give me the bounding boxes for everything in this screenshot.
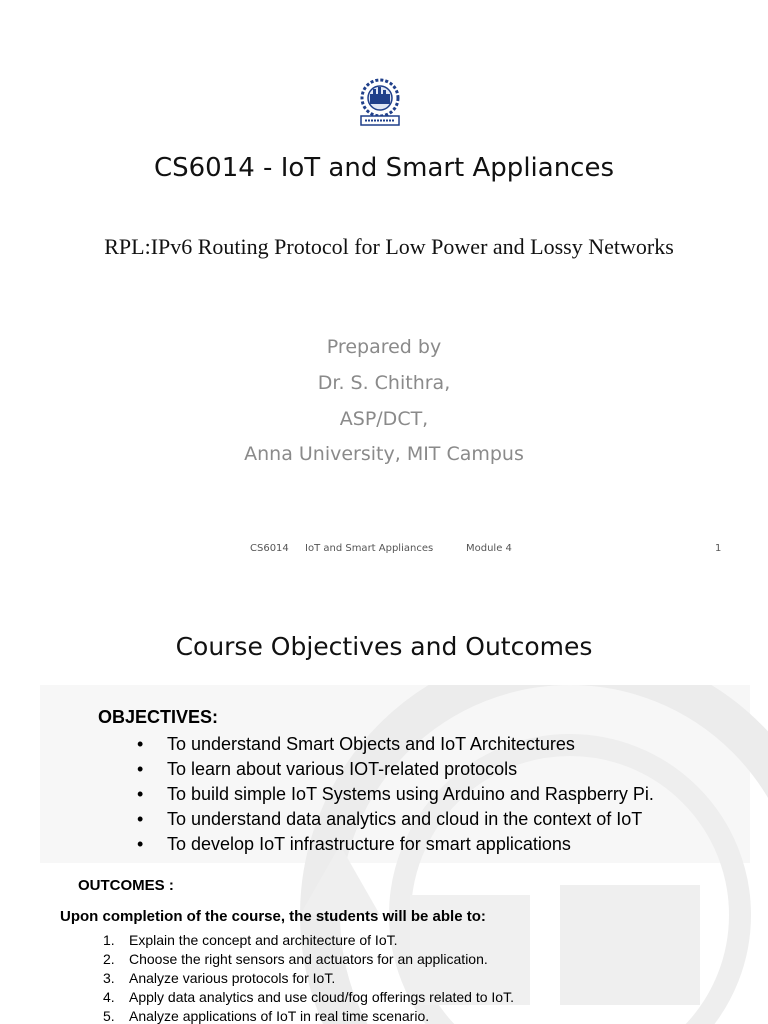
slide-title: CS6014 - IoT and Smart Appliances xyxy=(153,153,615,183)
outcomes-lead: Upon completion of the course, the students will be able to: xyxy=(60,908,486,925)
bullet-icon: • xyxy=(137,834,144,854)
list-item: 4. Apply data analytics and use cloud/fog offerings related to IoT. xyxy=(103,989,514,1005)
bullet-icon: • xyxy=(137,784,144,804)
list-item: 3. Analyze various protocols for IoT. xyxy=(103,970,336,986)
outcomes-heading: OUTCOMES : xyxy=(78,877,174,894)
list-item: • To understand Smart Objects and IoT Architectures xyxy=(137,732,654,757)
objectives-heading: OBJECTIVES: xyxy=(98,707,219,727)
footer-module: Module 4 xyxy=(466,543,512,554)
outcomes-list xyxy=(103,931,514,1024)
list-item: • To develop IoT infrastructure for smart applications xyxy=(137,832,654,857)
slide-title: Course Objectives and Outcomes xyxy=(175,632,593,661)
list-item: • To build simple IoT Systems using Arduino and Raspberry Pi. xyxy=(137,782,654,807)
list-item: 5. Analyze applications of IoT in real time scenario. xyxy=(103,1008,430,1024)
list-item: • To learn about various IOT-related protocols xyxy=(137,757,654,782)
bullet-icon: • xyxy=(137,759,144,779)
list-item: • To understand data analytics and cloud in the context of IoT xyxy=(137,807,654,832)
list-item: 1. Explain the concept and architecture of IoT. xyxy=(103,932,398,948)
author-designation: ASP/DCT, xyxy=(339,408,429,430)
bullet-icon: • xyxy=(137,809,144,829)
prepared-by-label: Prepared by xyxy=(326,336,442,358)
objectives-list xyxy=(137,732,654,857)
footer-course-name: IoT and Smart Appliances xyxy=(305,543,434,554)
university-emblem-icon xyxy=(351,76,409,130)
slide-subtitle: RPL:IPv6 Routing Protocol for Low Power and Lossy Networks xyxy=(104,234,674,259)
footer-course-code: CS6014 xyxy=(250,543,289,554)
objectives-slide xyxy=(0,590,768,1024)
bullet-icon: • xyxy=(137,734,144,754)
list-item: 2. Choose the right sensors and actuators for an application. xyxy=(103,951,488,967)
author-name: Dr. S. Chithra, xyxy=(317,372,451,394)
footer-page-number: 1 xyxy=(715,543,722,554)
author-institution: Anna University, MIT Campus xyxy=(244,443,524,465)
